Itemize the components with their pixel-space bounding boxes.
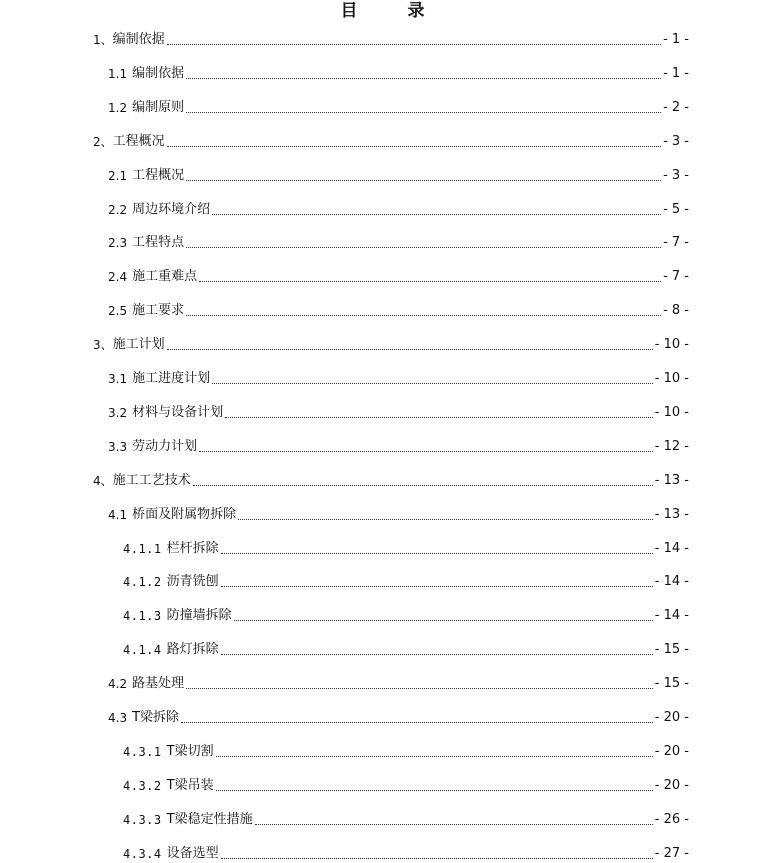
toc-entry-number: 4.1.4: [123, 643, 162, 657]
toc-entry[interactable]: [123, 774, 689, 794]
toc-entry[interactable]: [108, 96, 689, 116]
toc-entry-page-number: - 14 -: [654, 608, 689, 623]
toc-entry[interactable]: [93, 469, 689, 489]
toc-entry[interactable]: [123, 808, 689, 828]
toc-entry-label: 路基处理: [132, 676, 185, 691]
toc-entry[interactable]: [108, 706, 689, 726]
toc-entry-page-number: - 1 -: [663, 32, 689, 47]
toc-entry-number: 2.3: [108, 236, 128, 250]
toc-entry-label: 编制依据: [132, 66, 185, 81]
toc-entry-page-number: - 7 -: [663, 235, 689, 250]
toc-entry-page-number: - 15 -: [654, 642, 689, 657]
toc-entry-page-number: - 8 -: [663, 303, 689, 318]
toc-entry-label: 栏杆拆除: [166, 541, 219, 556]
toc-entry-label: T梁切割: [166, 744, 214, 759]
toc-entry-page-number: - 12 -: [654, 439, 689, 454]
toc-entry[interactable]: [108, 265, 689, 285]
toc-entry-page-number: - 14 -: [654, 574, 689, 589]
toc-entry-number: 4.3.3: [123, 813, 162, 827]
toc-dot-leader: [186, 77, 661, 79]
toc-entry-number: 3.1: [108, 372, 128, 386]
toc-entry-page-number: - 14 -: [654, 541, 689, 556]
toc-dot-leader: [186, 111, 661, 113]
toc-entry-number: 4.1: [108, 508, 128, 522]
toc-entry-number: 2.1: [108, 169, 128, 183]
toc-entry-page-number: - 3 -: [663, 134, 689, 149]
toc-entry[interactable]: [123, 604, 689, 624]
toc-entry-number: 2、: [93, 135, 113, 149]
toc-entry-label: 施工进度计划: [132, 371, 211, 386]
toc-entry-page-number: - 1 -: [663, 66, 689, 81]
toc-entry-label: 防撞墙拆除: [166, 608, 232, 623]
toc-entry-label: 施工计划: [112, 337, 165, 352]
toc-dot-leader: [225, 416, 653, 418]
toc-entry-number: 1.1: [108, 67, 128, 81]
toc-title: 目 录: [340, 1, 447, 21]
toc-entry-page-number: - 20 -: [654, 744, 689, 759]
toc-entry-label: T梁拆除: [132, 710, 180, 725]
toc-entry-number: 4.3: [108, 711, 128, 725]
toc-dot-leader: [186, 687, 653, 689]
toc-entry-page-number: - 2 -: [663, 100, 689, 115]
toc-entry-label: 沥青铣刨: [166, 574, 219, 589]
toc-entry[interactable]: [108, 435, 689, 455]
toc-entry-page-number: - 5 -: [663, 202, 689, 217]
toc-entry[interactable]: [123, 537, 689, 557]
toc-entry[interactable]: [108, 367, 689, 387]
toc-entry[interactable]: [123, 842, 689, 862]
toc-entry-number: 2.2: [108, 203, 128, 217]
toc-entry-label: 设备选型: [166, 846, 219, 861]
toc-entry-number: 4.1.1: [123, 542, 162, 556]
toc-dot-leader: [221, 653, 653, 655]
toc-entry[interactable]: [108, 672, 689, 692]
toc-entry-number: 1.2: [108, 101, 128, 115]
toc-entry-page-number: - 13 -: [654, 507, 689, 522]
toc-entry-label: 施工工艺技术: [112, 473, 191, 488]
toc-entry-label: 施工要求: [132, 303, 185, 318]
toc-dot-leader: [186, 246, 661, 248]
toc-dot-leader: [221, 552, 653, 554]
toc-entry-label: 编制原则: [132, 100, 185, 115]
toc-entry[interactable]: [93, 130, 689, 150]
toc-dot-leader: [221, 585, 653, 587]
toc-dot-leader: [216, 789, 653, 791]
toc-entry[interactable]: [123, 740, 689, 760]
toc-entry[interactable]: [108, 231, 689, 251]
toc-entry[interactable]: [108, 299, 689, 319]
toc-entry-page-number: - 20 -: [654, 778, 689, 793]
toc-entry[interactable]: [108, 503, 689, 523]
toc-entry-number: 4、: [93, 474, 113, 488]
toc-entry-label: 桥面及附属物拆除: [132, 507, 237, 522]
toc-entry-page-number: - 10 -: [654, 371, 689, 386]
toc-entry-number: 4.2: [108, 677, 128, 691]
toc-entry-page-number: - 13 -: [654, 473, 689, 488]
toc-entry-page-number: - 3 -: [663, 168, 689, 183]
toc-dot-leader: [199, 280, 661, 282]
toc-entry-label: T梁稳定性措施: [166, 812, 253, 827]
toc-entry[interactable]: [123, 570, 689, 590]
toc-dot-leader: [238, 518, 653, 520]
toc-dot-leader: [193, 484, 653, 486]
toc-dot-leader: [216, 755, 653, 757]
toc-entry-label: 施工重难点: [132, 269, 198, 284]
toc-dot-leader: [199, 450, 653, 452]
toc-entry-label: 路灯拆除: [166, 642, 219, 657]
toc-entry-number: 1、: [93, 33, 113, 47]
toc-entry-number: 4.3.4: [123, 847, 162, 861]
toc-dot-leader: [167, 145, 661, 147]
toc-entry[interactable]: [108, 164, 689, 184]
toc-entry[interactable]: [108, 62, 689, 82]
toc-entry[interactable]: [93, 333, 689, 353]
toc-entry-page-number: - 26 -: [654, 812, 689, 827]
toc-entry-page-number: - 20 -: [654, 710, 689, 725]
toc-entry-label: 工程概况: [112, 134, 165, 149]
toc-entry-page-number: - 7 -: [663, 269, 689, 284]
toc-entry-number: 3.3: [108, 440, 128, 454]
toc-dot-leader: [212, 213, 661, 215]
toc-entry-page-number: - 10 -: [654, 337, 689, 352]
toc-entry-number: 3.2: [108, 406, 128, 420]
toc-dot-leader: [181, 721, 653, 723]
toc-dot-leader: [255, 823, 653, 825]
toc-dot-leader: [186, 314, 661, 316]
toc-entry-number: 2.4: [108, 270, 128, 284]
toc-entry-number: 2.5: [108, 304, 128, 318]
toc-dot-leader: [212, 382, 653, 384]
toc-entry-label: 劳动力计划: [132, 439, 198, 454]
toc-entry-label: 工程特点: [132, 235, 185, 250]
toc-entry-label: 周边环境介绍: [132, 202, 211, 217]
toc-entry-number: 4.1.2: [123, 575, 162, 589]
toc-entry-page-number: - 27 -: [654, 846, 689, 861]
toc-entry-label: T梁吊装: [166, 778, 214, 793]
toc-dot-leader: [234, 619, 653, 621]
toc-entry-number: 4.3.1: [123, 745, 162, 759]
toc-entry-number: 4.3.2: [123, 779, 162, 793]
toc-dot-leader: [167, 43, 661, 45]
toc-entry[interactable]: [108, 198, 689, 218]
toc-dot-leader: [221, 857, 653, 859]
toc-entry-label: 工程概况: [132, 168, 185, 183]
toc-entry[interactable]: [123, 638, 689, 658]
toc-entry[interactable]: [108, 401, 689, 421]
toc-entry-number: 3、: [93, 338, 113, 352]
toc-entry-page-number: - 10 -: [654, 405, 689, 420]
toc-dot-leader: [186, 179, 661, 181]
toc-entry-number: 4.1.3: [123, 609, 162, 623]
toc-entry[interactable]: [93, 28, 689, 48]
toc-entry-label: 编制依据: [112, 32, 165, 47]
toc-entry-label: 材料与设备计划: [132, 405, 224, 420]
toc-entry-page-number: - 15 -: [654, 676, 689, 691]
toc-dot-leader: [167, 348, 653, 350]
